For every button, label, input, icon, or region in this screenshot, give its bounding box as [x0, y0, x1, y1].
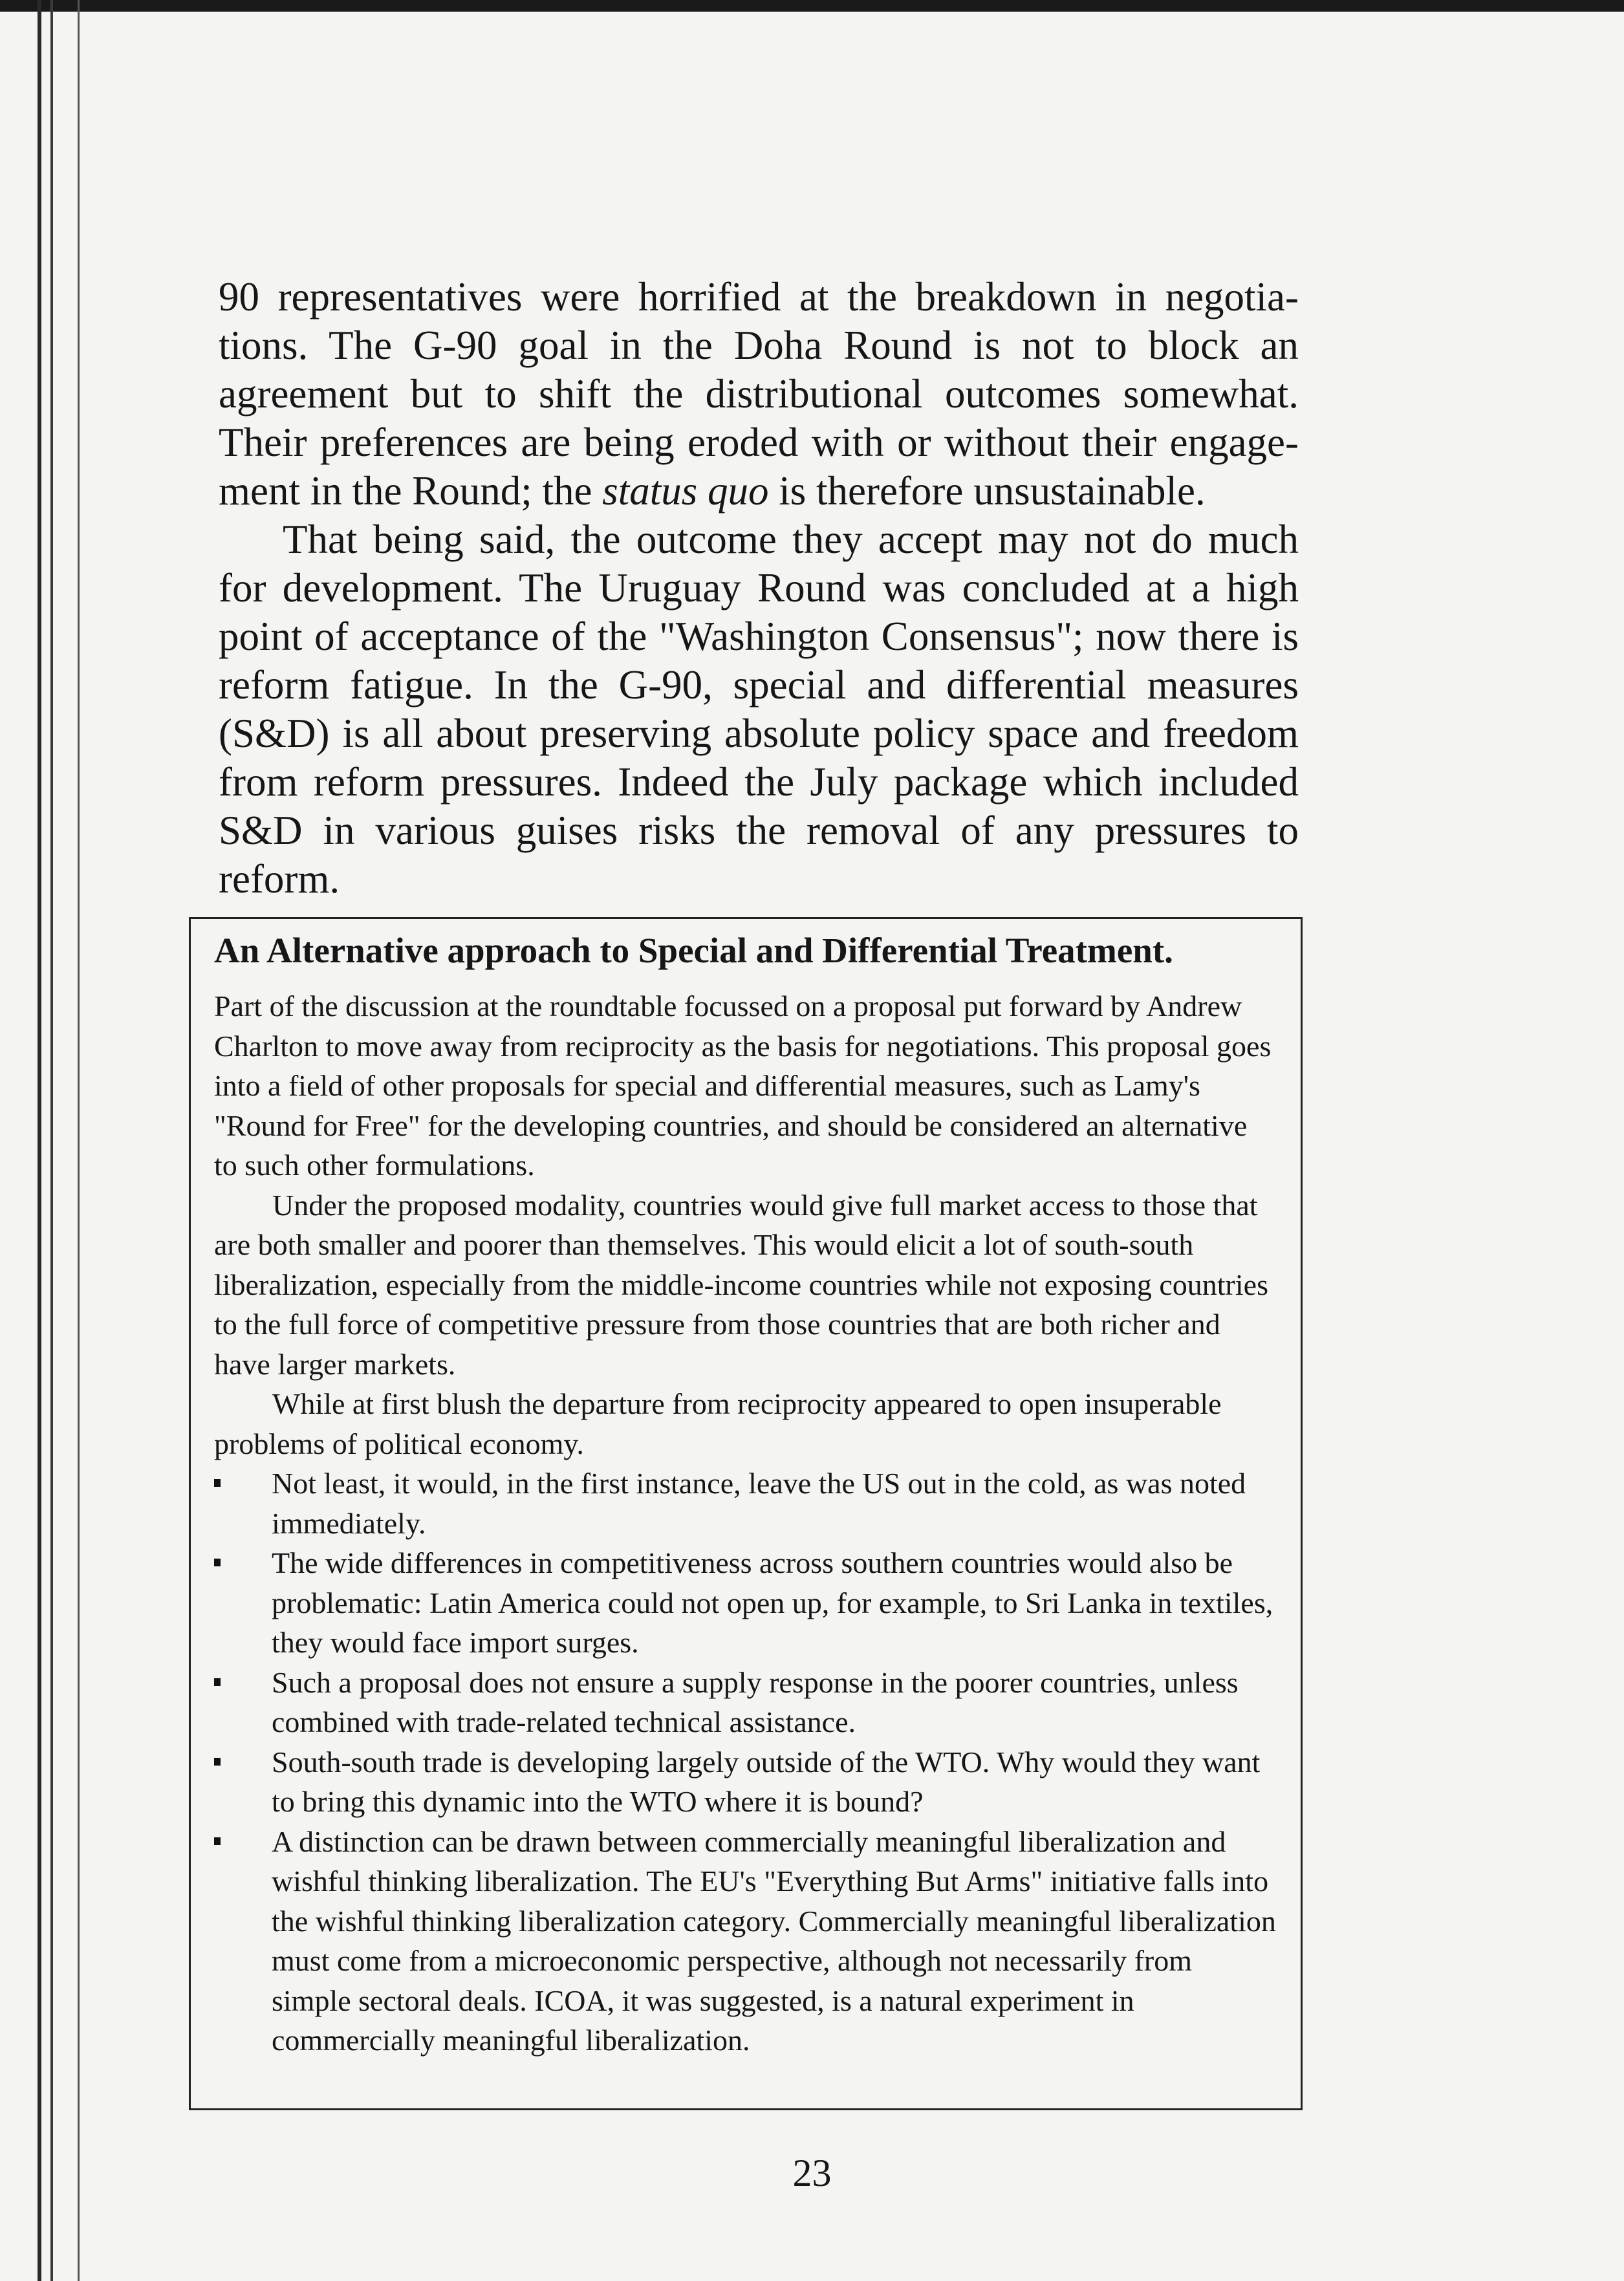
box-paragraph: Under the proposed modality, countries would give full market access to those that are both smaller and poorer than themselves. This would elicit a lot of south-south liberalization, especially from the middle-income countries while not exposing countries to the full force of competitive pressure from those countries that are both richer and have larger markets.	[214, 1188, 1268, 1381]
italic-phrase: status quo	[602, 468, 769, 513]
page-top-edge	[0, 0, 1624, 12]
paragraph: 90 representatives were horrified at the breakdown in negotiations. The G-90 goal in the Doha Round is not to block an agreement but to shift the distributional outcomes somewhat. Their preferences are being eroded with or without their engagement in the Round; the status quo is therefore unsustainable.	[219, 274, 1299, 513]
bullet-item: South-south trade is developing largely outside of the WTO. Why would they want to bring this dynamic into the WTO where it is bound?	[214, 1742, 1276, 1822]
bullet-item: The wide differences in competitiveness across southern countries would also be problematic: Latin America could not open up, for example, to Sri Lanka in textiles, they would face import surges.	[214, 1543, 1276, 1663]
sidebar-box	[189, 917, 1303, 2110]
binding-line	[38, 0, 41, 2281]
box-paragraph: Part of the discussion at the roundtable focussed on a proposal put forward by Andrew Charlton to move away from reciprocity as the basis for negotiations. This proposal goes into a field of other proposals for special and differential measures, such as Lamy's "Round for Free" for the developing countries, and should be considered an alternative to such other formulations.	[214, 989, 1272, 1182]
paragraph: That being said, the outcome they accept may not do much for development. The Uruguay Round was concluded at a high point of acceptance of the "Washington Consensus"; now there is reform fatigue. In the G-90, special and differential measures (S&D) is all about preserving absolute policy space and freedom from reform pressures. Indeed the July package which included S&D in various guises risks the removal of any pressures to reform.	[219, 517, 1299, 902]
box-paragraph: While at first blush the departure from reciprocity appeared to open insuperable problems of political economy.	[214, 1387, 1222, 1460]
binding-line	[50, 0, 53, 2281]
bullet-item: Such a proposal does not ensure a supply response in the poorer countries, unless combined with trade-related technical assistance.	[214, 1663, 1276, 1742]
bullet-item: A distinction can be drawn between commercially meaningful liberalization and wishful thinking liberalization. The EU's "Everything But Arms" initiative falls into the wishful thinking liberalization category. Commercially meaningful liberalization must come from a microeconomic perspective, although not necessarily from simple sectoral deals. ICOA, it was suggested, is a natural experiment in commercially meaningful liberalization.	[214, 1822, 1276, 2060]
bullet-item: Not least, it would, in the first instance, leave the US out in the cold, as was noted immediately.	[214, 1464, 1276, 1543]
box-title: An Alternative approach to Special and Differential Treatment.	[214, 931, 1173, 970]
main-text	[219, 273, 1299, 903]
box-body	[214, 986, 1276, 2060]
page-number: 23	[792, 2152, 832, 2194]
binding-line	[78, 0, 80, 2281]
bullet-list	[214, 1464, 1276, 2060]
